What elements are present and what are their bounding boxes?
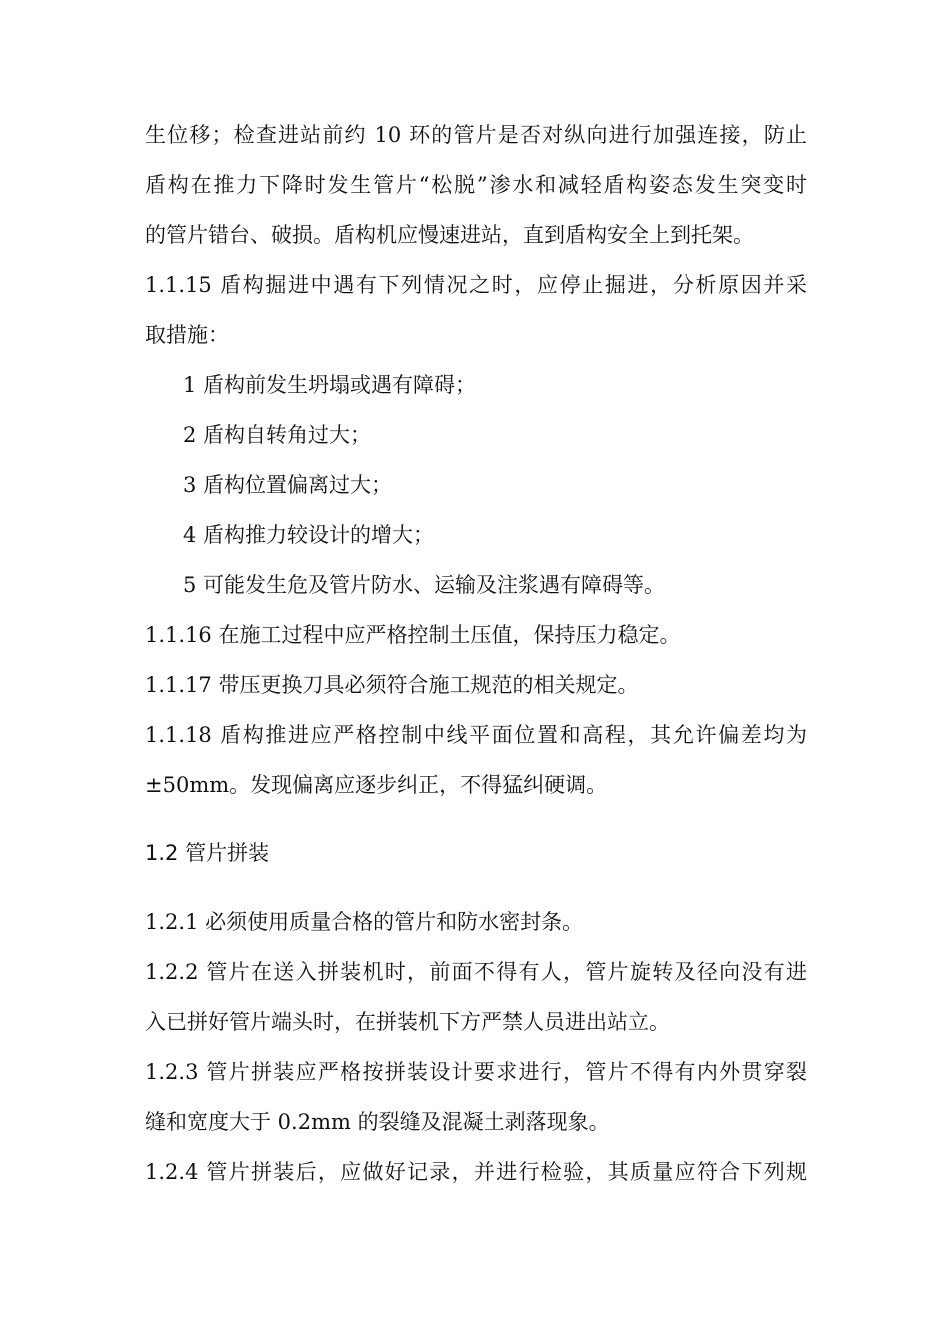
clause-1-1-17: 1.1.17 带压更换刀具必须符合施工规范的相关规定。 (145, 673, 639, 697)
clause-1-1-15: 1.1.15 盾构掘进中遇有下列情况之时，应停止掘进，分析原因并采 (145, 273, 807, 297)
clause-1-2-2: 1.2.2 管片在送入拼装机时，前面不得有人，管片旋转及径向没有进 (145, 960, 807, 984)
paragraph-line: 生位移；检查进站前约 10 环的管片是否对纵向进行加强连接，防止 (145, 123, 807, 147)
clause-1-1-16: 1.1.16 在施工过程中应严格控制土压值，保持压力稳定。 (145, 623, 681, 647)
clause-1-2-1: 1.2.1 必须使用质量合格的管片和防水密封条。 (145, 910, 584, 934)
paragraph-line: 盾构在推力下降时发生管片“松脱”渗水和减轻盾构姿态发生突变时 (145, 173, 807, 197)
list-item: 4 盾构推力较设计的增大； (183, 523, 435, 547)
paragraph-line: 取措施： (145, 323, 229, 347)
clause-1-1-18: 1.1.18 盾构推进应严格控制中线平面位置和高程，其允许偏差均为 (145, 723, 807, 747)
list-item: 5 可能发生危及管片防水、运输及注浆遇有障碍等。 (183, 573, 666, 597)
paragraph-line: 缝和宽度大于 0.2mm 的裂缝及混凝土剥落现象。 (145, 1110, 610, 1134)
clause-1-2-3: 1.2.3 管片拼装应严格按拼装设计要求进行，管片不得有内外贯穿裂 (145, 1060, 807, 1084)
clause-1-2-4: 1.2.4 管片拼装后，应做好记录，并进行检验，其质量应符合下列规 (145, 1160, 807, 1184)
list-item: 2 盾构自转角过大； (183, 423, 372, 447)
paragraph-line: 入已拼好管片端头时，在拼装机下方严禁人员进出站立。 (145, 1010, 670, 1034)
section-heading: 1.2 管片拼装 (145, 841, 270, 865)
paragraph-line: ±50mm。发现偏离应逐步纠正，不得猛纠硬调。 (145, 773, 608, 797)
list-item: 3 盾构位置偏离过大； (183, 473, 393, 497)
paragraph-line: 的管片错台、破损。盾构机应慢速进站，直到盾构安全上到托架。 (145, 223, 754, 247)
document-page (145, 110, 807, 1197)
list-item: 1 盾构前发生坍塌或遇有障碍； (183, 373, 477, 397)
